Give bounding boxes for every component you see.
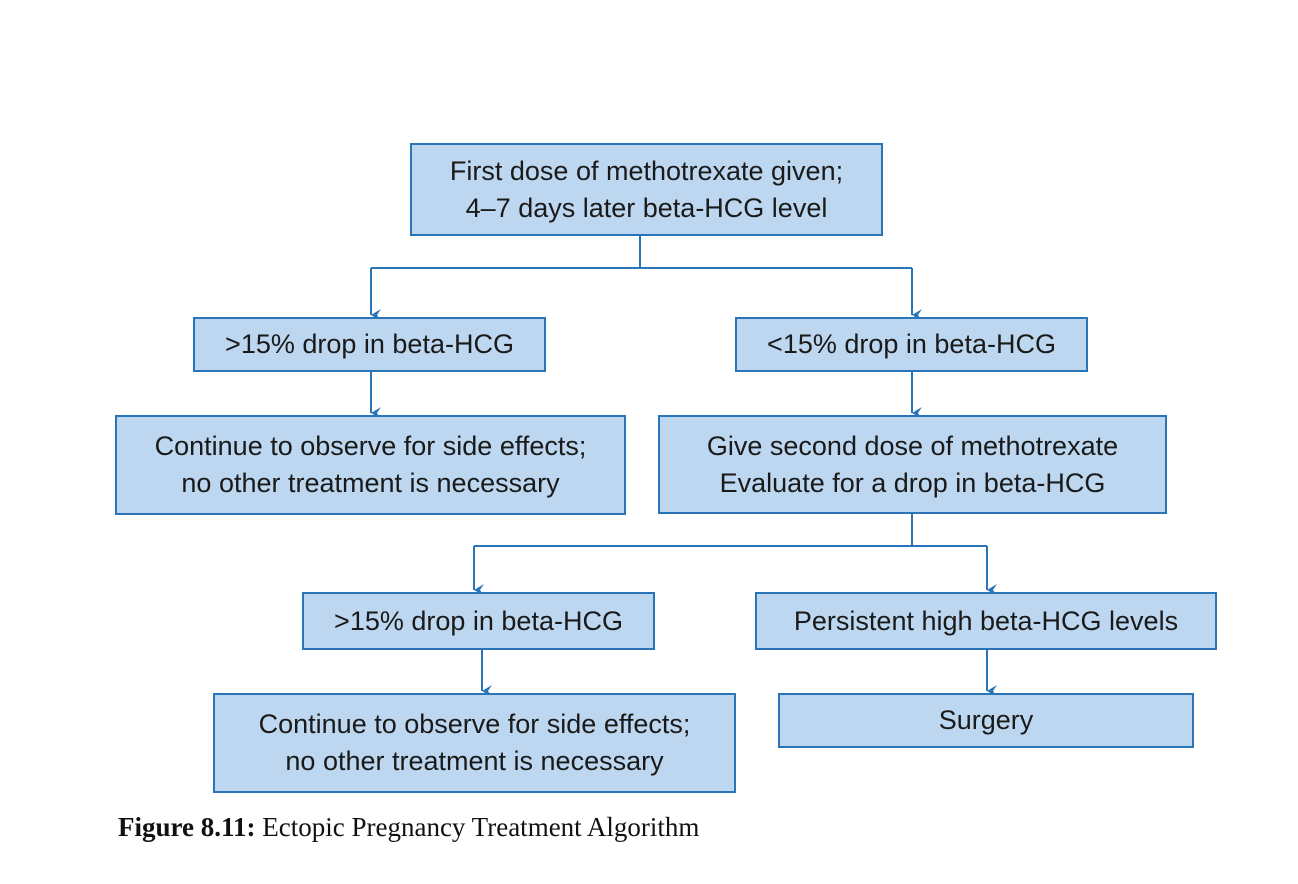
node-drop-lt-15-line1: <15% drop in beta-HCG <box>767 329 1056 359</box>
node-surgery-line1: Surgery <box>938 705 1034 735</box>
node-observe-second-line2: no other treatment is necessary <box>285 746 664 776</box>
node-second-dose <box>658 415 1167 514</box>
node-drop-gt-15-second-line1: >15% drop in beta-HCG <box>334 605 623 636</box>
node-second-dose-line1: Give second dose of methotrexate <box>706 430 1119 461</box>
node-start-line2: 4–7 days later beta-HCG level <box>465 192 828 223</box>
node-observe-second <box>213 693 736 793</box>
node-observe-second-line1: Continue to observe for side effects; <box>258 709 691 739</box>
node-observe-first <box>115 415 626 515</box>
node-persistent-high <box>755 592 1217 650</box>
node-surgery <box>778 693 1194 748</box>
node-start <box>410 143 883 236</box>
node-drop-lt-15 <box>735 317 1088 372</box>
figure-title: Ectopic Pregnancy Treatment Algorithm <box>262 812 700 842</box>
node-persistent-high-line1: Persistent high beta-HCG levels <box>793 605 1179 636</box>
figure-caption <box>118 812 699 843</box>
node-second-dose-line2: Evaluate for a drop in beta-HCG <box>719 467 1106 498</box>
node-drop-gt-15-first <box>193 317 546 372</box>
node-observe-first-line2: no other treatment is necessary <box>181 468 560 498</box>
node-observe-first-line1: Continue to observe for side effects; <box>154 431 587 461</box>
figure-label: Figure 8.11: <box>118 812 256 842</box>
node-start-line1: First dose of methotrexate given; <box>449 155 844 186</box>
node-drop-gt-15-second <box>302 592 655 650</box>
node-drop-gt-15-first-line1: >15% drop in beta-HCG <box>225 329 514 359</box>
